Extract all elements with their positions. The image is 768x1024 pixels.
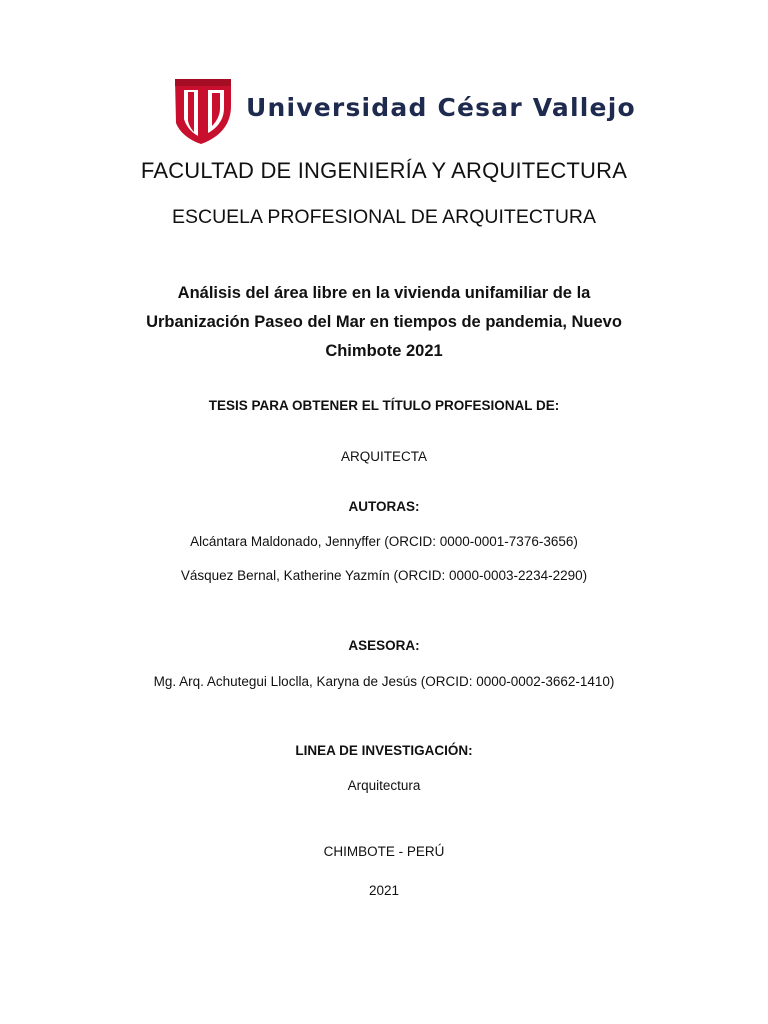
advisor-heading: ASESORA: bbox=[348, 638, 420, 653]
school-name: ESCUELA PROFESIONAL DE ARQUITECTURA bbox=[171, 206, 597, 228]
faculty-name: FACULTAD DE INGENIERÍA Y ARQUITECTURA bbox=[140, 158, 628, 183]
thesis-title-line-1: Análisis del área libre en la vivienda unifamiliar de la bbox=[177, 284, 591, 302]
advisor-name: Mg. Arq. Achutegui Lloclla, Karyna de Jesús (ORCID: 0000-0002-3662-1410) bbox=[153, 674, 615, 689]
degree-heading: TESIS PARA OBTENER EL TÍTULO PROFESIONAL DE: bbox=[208, 398, 560, 413]
year: 2021 bbox=[368, 883, 400, 898]
university-logo bbox=[174, 76, 636, 146]
research-line: Arquitectura bbox=[347, 778, 421, 793]
thesis-title-line-3: Chimbote 2021 bbox=[325, 342, 443, 360]
place: CHIMBOTE - PERÚ bbox=[323, 844, 445, 859]
thesis-title-line-2: Urbanización Paseo del Mar en tiempos de pandemia, Nuevo bbox=[146, 313, 622, 331]
author-2: Vásquez Bernal, Katherine Yazmín (ORCID: 0000-0003-2234-2290) bbox=[180, 568, 588, 583]
thesis-title bbox=[0, 279, 768, 366]
author-1: Alcántara Maldonado, Jennyffer (ORCID: 0000-0001-7376-3656) bbox=[190, 534, 578, 549]
authors-heading: AUTORAS: bbox=[348, 499, 420, 514]
research-line-heading: LINEA DE INVESTIGACIÓN: bbox=[295, 743, 473, 758]
degree-name: ARQUITECTA bbox=[340, 449, 427, 464]
university-name: Universidad César Vallejo bbox=[246, 93, 636, 122]
